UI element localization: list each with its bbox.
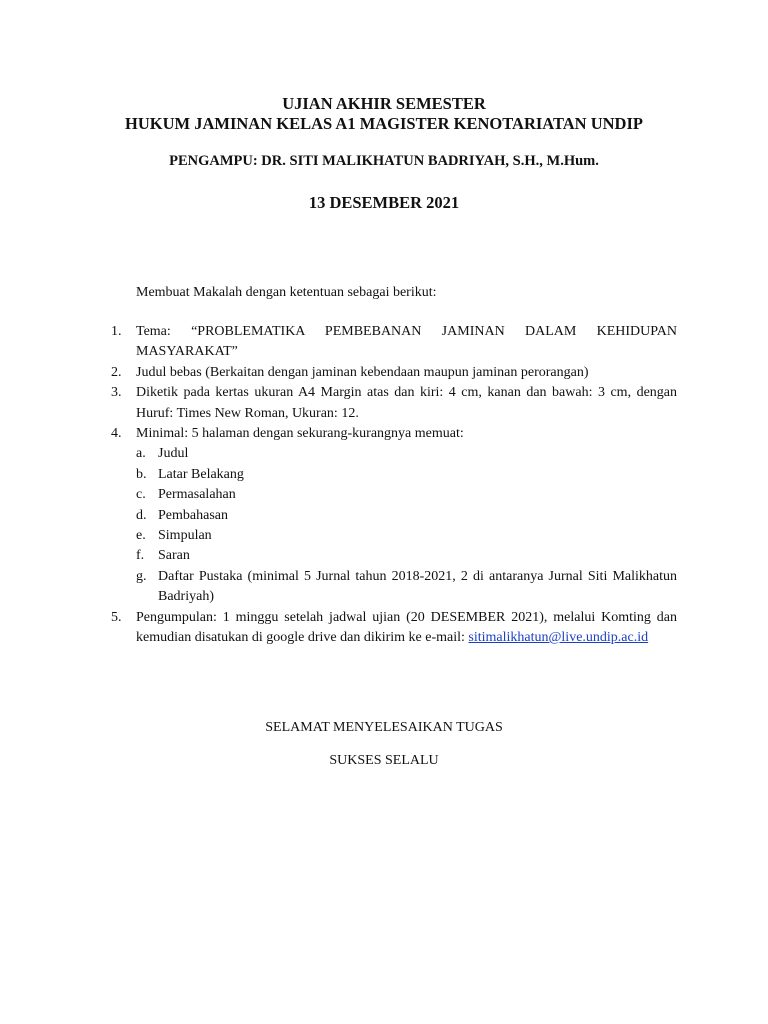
item-number: 4.	[111, 426, 122, 442]
item-number: 3.	[111, 385, 122, 401]
sublist-item	[136, 485, 677, 505]
item-number: 5.	[111, 609, 122, 625]
exam-title: UJIAN AKHIR SEMESTER	[282, 94, 486, 113]
intro-text: Membuat Makalah dengan ketentuan sebagai berikut:	[136, 285, 437, 300]
sublist-item	[136, 444, 677, 464]
sublist-letter: e.	[136, 528, 146, 544]
item-text: Diketik pada kertas ukuran A4 Margin atas dan kiri: 4 cm, kanan dan bawah: 3 cm, dengan Huruf: Times New Roman, Ukuran: 12.	[136, 385, 677, 421]
course-title: HUKUM JAMINAN KELAS A1 MAGISTER KENOTARIATAN UNDIP	[125, 114, 643, 133]
sublist-text: Simpulan	[158, 528, 212, 544]
sublist-text: Daftar Pustaka (minimal 5 Jurnal tahun 2018-2021, 2 di antaranya Jurnal Siti Malikhatun Badriyah)	[158, 568, 677, 605]
submission-text: Pengumpulan: 1 minggu setelah jadwal ujian (20 DESEMBER 2021), melalui Komting dan kemudian disatukan di google drive dan dikirim ke e-mail:	[136, 609, 677, 646]
item-text: Judul bebas (Berkaitan dengan jaminan kebendaan maupun jaminan perorangan)	[136, 364, 589, 380]
sublist-text: Saran	[158, 548, 190, 564]
requirements-list	[111, 322, 677, 649]
list-item	[111, 322, 677, 363]
closing-message: SELAMAT MENYELESAIKAN TUGAS	[265, 720, 503, 735]
sublist-letter: g.	[136, 568, 147, 584]
sublist-letter: d.	[136, 507, 147, 523]
sublist-letter: b.	[136, 466, 147, 482]
list-item	[111, 383, 677, 424]
email-link[interactable]: sitimalikhatun@live.undip.ac.id	[468, 630, 649, 646]
sublist-item	[136, 506, 677, 526]
sublist-text: Latar Belakang	[158, 466, 244, 482]
sublist-letter: c.	[136, 487, 146, 503]
item-text	[136, 608, 677, 649]
list-item	[111, 363, 677, 383]
exam-date: 13 DESEMBER 2021	[308, 193, 460, 212]
content-sublist	[136, 444, 677, 607]
item-number: 2.	[111, 364, 122, 380]
sublist-item	[136, 567, 677, 608]
sublist-item	[136, 546, 677, 566]
sublist-item	[136, 526, 677, 546]
closing-wish: SUKSES SELALU	[329, 753, 439, 768]
sublist-text: Permasalahan	[158, 487, 236, 503]
sublist-item	[136, 465, 677, 485]
item-text: Tema: “PROBLEMATIKA PEMBEBANAN JAMINAN DALAM KEHIDUPAN MASYARAKAT”	[136, 324, 677, 360]
list-item	[111, 424, 677, 608]
list-item	[111, 608, 677, 649]
sublist-text: Pembahasan	[158, 507, 228, 523]
sublist-letter: a.	[136, 446, 146, 462]
lecturer-line: PENGAMPU: DR. SITI MALIKHATUN BADRIYAH, S.H., M.Hum.	[169, 153, 599, 169]
item-number: 1.	[111, 324, 122, 339]
sublist-letter: f.	[136, 548, 145, 564]
item-text: Minimal: 5 halaman dengan sekurang-kurangnya memuat:	[136, 426, 464, 442]
sublist-text: Judul	[158, 446, 189, 462]
